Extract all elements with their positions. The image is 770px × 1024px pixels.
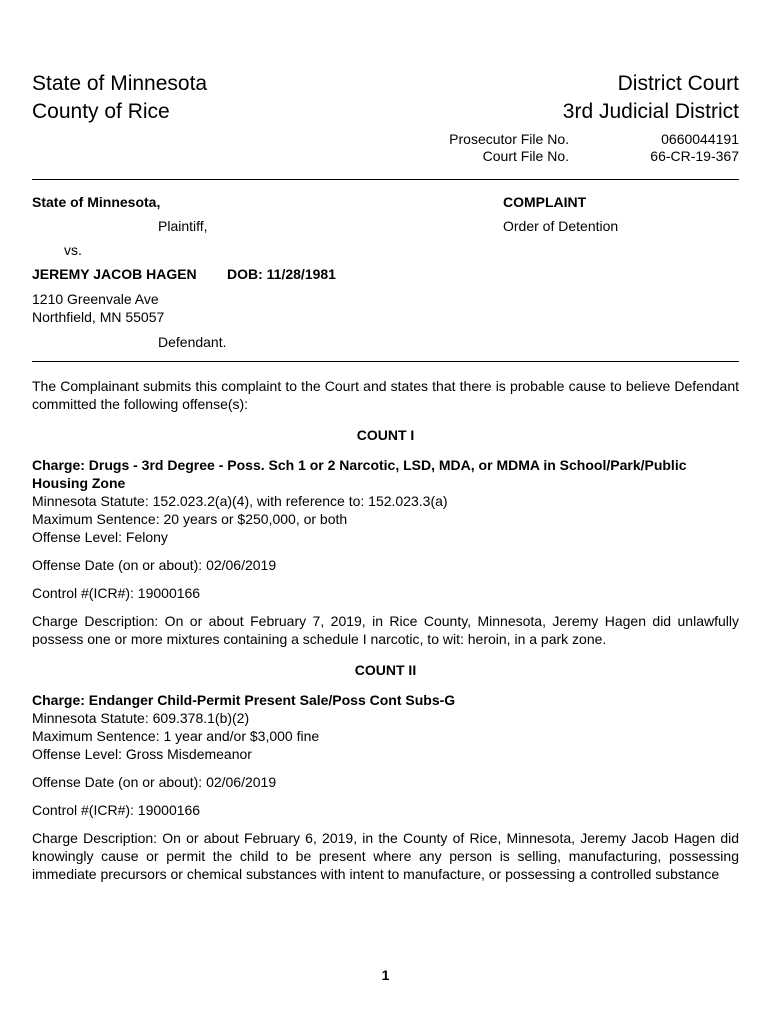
count-control-number: Control #(ICR#): 19000166 (32, 585, 201, 601)
document-page (32, 0, 739, 1024)
court-file-value: 66-CR-19-367 (650, 148, 739, 164)
prosecutor-file-value: 0660044191 (661, 131, 739, 147)
county-name: County of Rice (32, 100, 170, 123)
file-numbers (429, 131, 739, 165)
count-charge: Charge: Endanger Child-Permit Present Sale/Poss Cont Subs-G (32, 692, 456, 708)
count-offense-date: Offense Date (on or about): 02/06/2019 (32, 557, 277, 573)
plaintiff-name: State of Minnesota, (32, 194, 161, 210)
court-block (563, 70, 739, 126)
count-max-sentence: Maximum Sentence: 1 year and/or $3,000 fine (32, 728, 320, 744)
page-number: 1 (381, 967, 390, 983)
count-offense-level: Offense Level: Felony (32, 529, 168, 545)
count-description: Charge Description: On or about February 7, 2019, in Rice County, Minnesota, Jeremy Hagen did unlawfully possess one or more mixtures containing a schedule I narcotic, to wit: heroin, in a park zone. (32, 613, 739, 647)
count-control-number: Control #(ICR#): 19000166 (32, 802, 201, 818)
count-offense-level: Offense Level: Gross Misdemeanor (32, 746, 252, 762)
state-name: State of Minnesota (32, 72, 208, 95)
header-divider (32, 179, 739, 180)
prosecutor-file-label: Prosecutor File No. (449, 131, 569, 147)
count-max-sentence: Maximum Sentence: 20 years or $250,000, or both (32, 511, 348, 527)
court-name: District Court (617, 72, 739, 95)
versus-label: vs. (64, 242, 82, 258)
count-description: Charge Description: On or about February 6, 2019, in the County of Rice, Minnesota, Jeremy Jacob Hagen did knowingly cause or permit the child to be present where any person is selling, manufacturing, possessing immediate precursors or chemical substances with intent to manufacture, or possessing a controlled substance (32, 830, 739, 882)
defendant-role: Defendant. (158, 334, 227, 350)
jurisdiction-block (32, 70, 207, 126)
judicial-district: 3rd Judicial District (562, 100, 739, 123)
caption-divider (32, 361, 739, 362)
defendant-address-line1: 1210 Greenvale Ave (32, 291, 159, 307)
defendant-name: JEREMY JACOB HAGEN (32, 266, 197, 282)
prosecutor-file-row (429, 131, 739, 148)
plaintiff-role: Plaintiff, (158, 218, 208, 234)
count-charge: Charge: Drugs - 3rd Degree - Poss. Sch 1 or 2 Narcotic, LSD, MDA, or MDMA in School/Park/Public Housing Zone (32, 457, 687, 491)
defendant-address-line2: Northfield, MN 55057 (32, 309, 165, 325)
count-statute: Minnesota Statute: 152.023.2(a)(4), with reference to: 152.023.3(a) (32, 493, 448, 509)
defendant-dob: DOB: 11/28/1981 (227, 266, 336, 282)
document-subtype: Order of Detention (503, 218, 619, 234)
count-heading: COUNT I (356, 427, 415, 443)
document-type: COMPLAINT (503, 194, 587, 210)
count-offense-date: Offense Date (on or about): 02/06/2019 (32, 774, 277, 790)
count-statute: Minnesota Statute: 609.378.1(b)(2) (32, 710, 250, 726)
court-file-label: Court File No. (482, 148, 569, 164)
count-heading: COUNT II (354, 662, 417, 678)
court-file-row (429, 148, 739, 165)
intro-paragraph: The Complainant submits this complaint to the Court and states that there is probable cause to believe Defendant committed the following offense(s): (32, 378, 739, 412)
